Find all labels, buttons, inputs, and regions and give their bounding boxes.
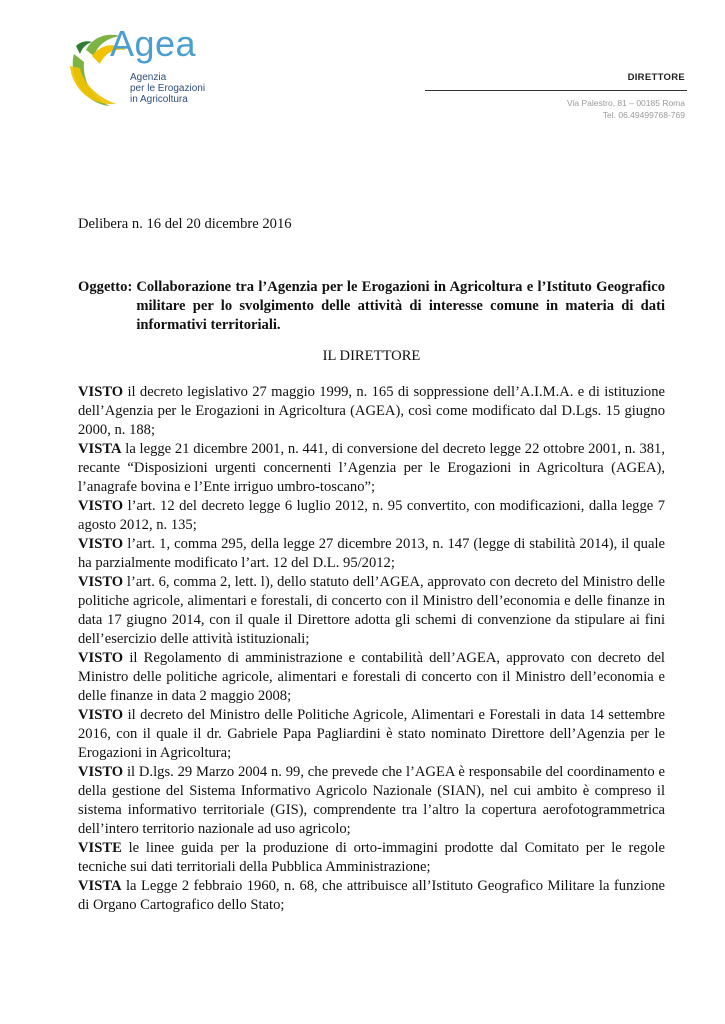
logo-title: Agea — [110, 23, 197, 64]
paragraph — [78, 649, 665, 706]
section-heading: IL DIRETTORE — [322, 348, 421, 364]
paragraph-text: l’art. 6, comma 2, lett. l), dello statuto dell’AGEA, approvato con decreto del Ministro delle politiche agricole, alimentari e forestali, di concerto con il Ministro dell’economia e delle finanze in data 17 giugno 2014, con il quale il Direttore adotta gli schemi di convenzione da stipulare ai fini dell’esercizio delle attività istituzionali; — [78, 574, 665, 647]
paragraph-lead: VISTO — [78, 498, 124, 514]
paragraph — [78, 706, 665, 763]
address-line: Via Palestro, 81 – 00185 Roma — [567, 98, 685, 108]
paragraph-text: l’art. 1, comma 295, della legge 27 dicembre 2013, n. 147 (legge di stabilità 2014), il quale ha parzialmente modificato l’art. 12 del D.L. 95/2012; — [78, 536, 665, 571]
paragraph-lead: VISTO — [78, 707, 124, 723]
paragraph — [78, 839, 665, 877]
address-block — [567, 97, 685, 121]
paragraph — [78, 440, 665, 497]
paragraph-lead: VISTA — [78, 441, 122, 457]
paragraph-lead: VISTO — [78, 384, 124, 400]
logo-subtitle-line-1: Agenzia — [130, 72, 167, 83]
paragraph-text: la legge 21 dicembre 2001, n. 441, di conversione del decreto legge 22 ottobre 2001, n. 381, recante “Disposizioni urgenti concernenti l’Agenzia per le Erogazioni in Agricoltura (AGEA), l’anagrafe bovina e l’Ente irriguo umbro-toscano”; — [78, 441, 665, 495]
agea-logo — [66, 23, 206, 112]
paragraph — [78, 497, 665, 535]
header-department-block — [628, 72, 685, 89]
paragraph-text: la Legge 2 febbraio 1960, n. 68, che attribuisce all’Istituto Geografico Militare la funzione di Organo Cartografico dello Stato; — [78, 878, 665, 913]
paragraph-lead: VISTO — [78, 574, 124, 590]
paragraph-text: le linee guida per la produzione di orto-immagini prodotte dal Comitato per le regole tecniche sui dati territoriali della Pubblica Amministrazione; — [78, 840, 665, 875]
document-body — [78, 215, 665, 915]
paragraph-lead: VISTA — [78, 878, 122, 894]
subject-text: Collaborazione tra l’Agenzia per le Erogazioni in Agricoltura e l’Istituto Geografico militare per lo svolgimento delle attività di interesse comune in materia di dati informativi territoriali. — [136, 279, 665, 333]
phone-line: Tel. 06.49499768-769 — [602, 110, 685, 120]
paragraph — [78, 383, 665, 440]
header-divider — [425, 90, 687, 91]
logo-subtitle-line-3: in Agricoltura — [130, 94, 188, 105]
logo-subtitle-line-2: per le Erogazioni — [130, 83, 206, 94]
paragraph — [78, 573, 665, 649]
paragraph-text: l’art. 12 del decreto legge 6 luglio 2012, n. 95 convertito, con modificazioni, dalla legge 7 agosto 2012, n. 135; — [78, 498, 665, 533]
paragraph-lead: VISTO — [78, 536, 124, 552]
paragraph — [78, 535, 665, 573]
department-label: DIRETTORE — [627, 72, 685, 83]
paragraph-lead: VISTO — [78, 764, 124, 780]
paragraph-text: il D.lgs. 29 Marzo 2004 n. 99, che prevede che l’AGEA è responsabile del coordinamento e della gestione del Sistema Informativo Agricolo Nazionale (SIAN), nel cui ambito è compreso il sistema informativo territoriale (GIS), comprendente tra l’altro la copertura aerofotogrammetrica dell’intero territorio nazionale ad uso agricolo; — [78, 764, 665, 837]
paragraph-text: il decreto legislativo 27 maggio 1999, n. 165 di soppressione dell’A.I.M.A. e di istituzione dell’Agenzia per le Erogazioni in Agricoltura (AGEA), così come modificato dal D.Lgs. 15 giugno 2000, n. 188; — [78, 384, 665, 438]
subject-label: Oggetto: — [78, 279, 133, 295]
paragraph-lead: VISTE — [78, 840, 122, 856]
logo-subtitle — [130, 72, 205, 105]
paragraph-text: il Regolamento di amministrazione e contabilità dell’AGEA, approvato con decreto del Ministro delle politiche agricole, alimentari e forestali di concerto con il Ministro dell’economia e delle finanze in data 2 maggio 2008; — [78, 650, 665, 704]
paragraph-text: il decreto del Ministro delle Politiche Agricole, Alimentari e Forestali in data 14 settembre 2016, con il quale il dr. Gabriele Papa Pagliardini è stato nominato Direttore dell’Agenzia per le Erogazioni in Agricoltura; — [78, 707, 665, 761]
paragraph-lead: VISTO — [78, 650, 124, 666]
paragraph — [78, 763, 665, 839]
paragraph — [78, 877, 665, 915]
delibera-reference: Delibera n. 16 del 20 dicembre 2016 — [78, 216, 292, 232]
subject-block — [78, 278, 665, 335]
